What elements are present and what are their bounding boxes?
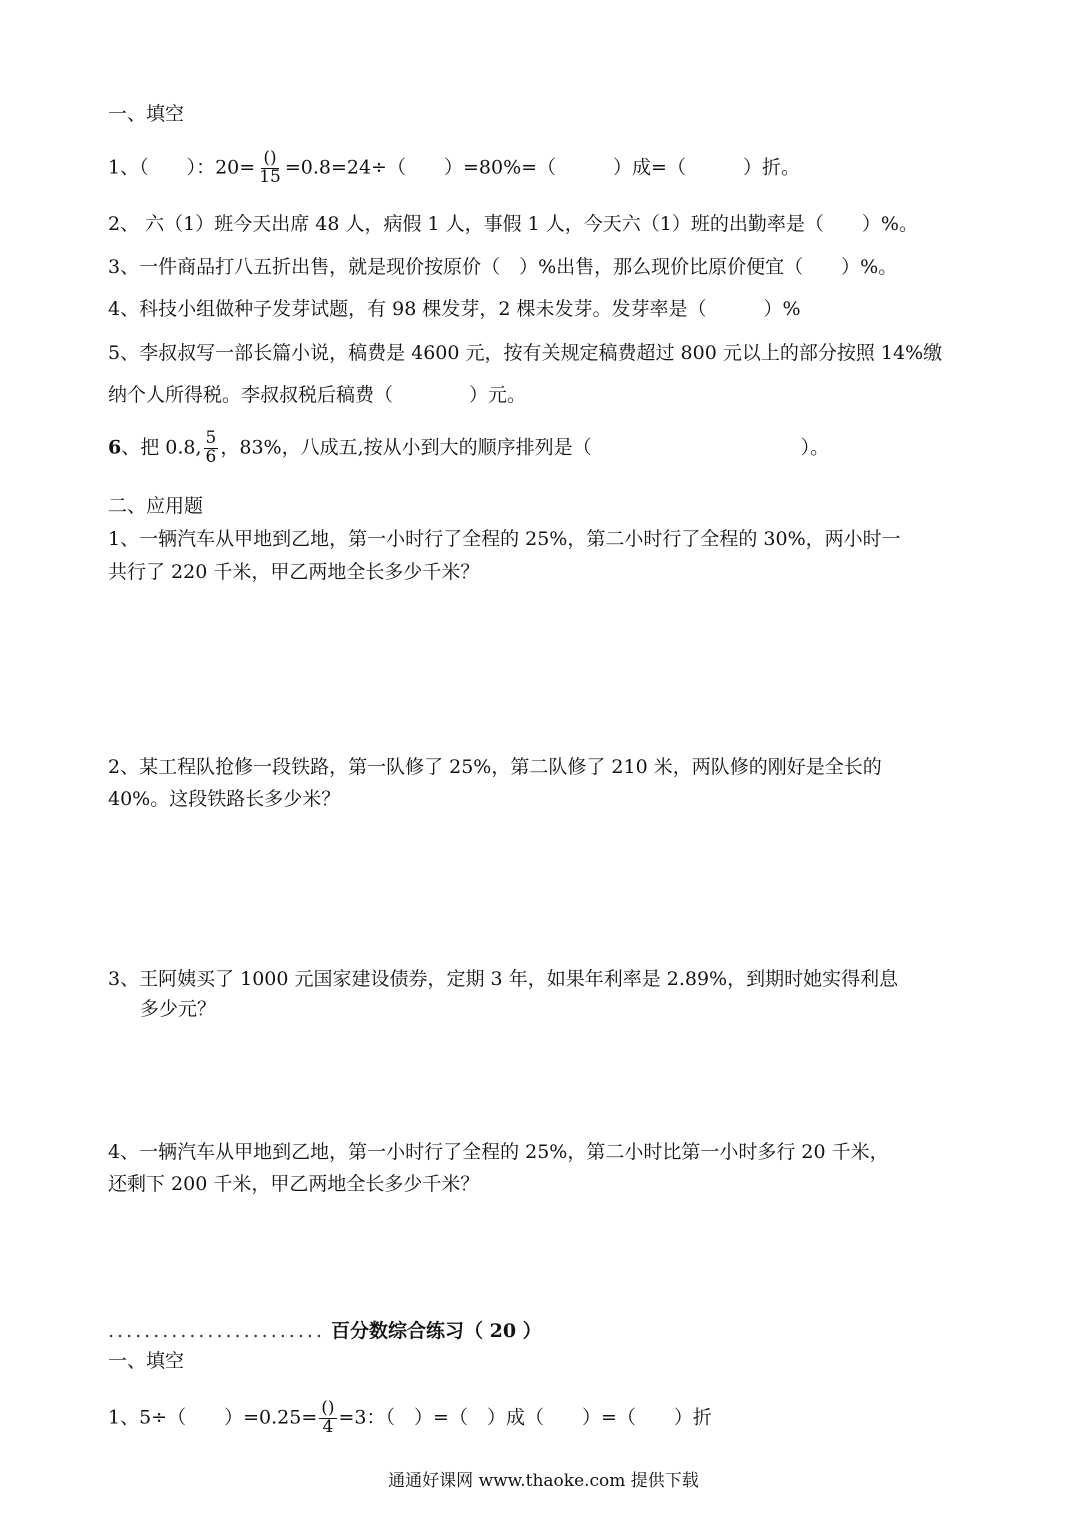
section-title (108, 1322, 542, 1341)
part2-heading: 二、应用题 (108, 495, 204, 517)
q1-fraction (257, 150, 283, 187)
section2-heading: 一、填空 (108, 1350, 185, 1372)
part1-q1 (108, 150, 800, 187)
s2q1-text-a: 1、5÷（ ）=0.25= (108, 1406, 318, 1429)
exercise-title: 百分数综合练习（ 20 ） (331, 1320, 542, 1342)
part2-q1-line1: 1、一辆汽车从甲地到乙地，第一小时行了全程的 25%，第二小时行了全程的 30%，两小时一 (108, 528, 901, 550)
part1-q3: 3、一件商品打八五折出售，就是现价按原价（ ）%出售，那么现价比原价便宜（ ）%。 (108, 256, 898, 278)
part1-q5-line1: 5、李叔叔写一部长篇小说，稿费是 4600 元，按有关规定稿费超过 800 元以上的部分按照 14%缴 (108, 342, 943, 364)
fraction-numerator: () (263, 148, 277, 168)
part1-q6 (108, 430, 829, 467)
part2-q2-line1: 2、某工程队抢修一段铁路，第一队修了 25%，第二队修了 210 米，两队修的刚好是全长的 (108, 756, 882, 778)
q6-number: 6 (108, 436, 122, 459)
part1-q5-line2: 纳个人所得税。李叔叔税后稿费（ ）元。 (108, 384, 527, 406)
s2q1-text-b: =3：（ ）=（ ）成（ ）=（ ）折 (338, 1406, 712, 1429)
part1-q4: 4、科技小组做种子发芽试题，有 98 棵发芽，2 棵未发芽。发芽率是（ ）% (108, 298, 801, 320)
q1-text-b: =0.8=24÷（ ）=80%=（ ）成=（ ）折。 (284, 156, 800, 179)
q6-text-a: 、把 0.8, (121, 436, 202, 459)
fraction-numerator: () (321, 1398, 335, 1418)
footer: 通通好课网 www.thaoke.com 提供下载 (388, 1471, 699, 1491)
s2q1-fraction (319, 1400, 336, 1437)
part1-q2: 2、 六（1）班今天出席 48 人，病假 1 人，事假 1 人，今天六（1）班的出勤率是（ ）%。 (108, 213, 918, 235)
fraction-denominator: 15 (259, 166, 281, 187)
fraction-denominator: 4 (322, 1416, 334, 1437)
fraction-denominator: 6 (205, 446, 217, 467)
dotted-leader: ........................ (108, 1320, 325, 1342)
part2-q1-line2: 共行了 220 千米，甲乙两地全长多少千米？ (108, 561, 480, 583)
q1-text-a: 1、（ ）：20= (108, 156, 256, 179)
q6-fraction (204, 430, 219, 467)
part2-q2-line2: 40%。这段铁路长多少米？ (108, 788, 341, 810)
part2-q3-line1: 3、王阿姨买了 1000 元国家建设债券，定期 3 年，如果年利率是 2.89%，到期时她实得利息 (108, 968, 899, 990)
q6-text-b: ，83%，八成五,按从小到大的顺序排列是（ ）。 (220, 436, 830, 459)
fraction-numerator: 5 (205, 428, 217, 448)
part2-q4-line2: 还剩下 200 千米，甲乙两地全长多少千米？ (108, 1173, 480, 1195)
part1-heading: 一、填空 (108, 103, 185, 125)
part2-q3-line2: 多少元？ (140, 998, 217, 1020)
part2-q4-line1: 4、一辆汽车从甲地到乙地，第一小时行了全程的 25%，第二小时比第一小时多行 20 千米， (108, 1141, 889, 1163)
section2-q1 (108, 1400, 712, 1437)
